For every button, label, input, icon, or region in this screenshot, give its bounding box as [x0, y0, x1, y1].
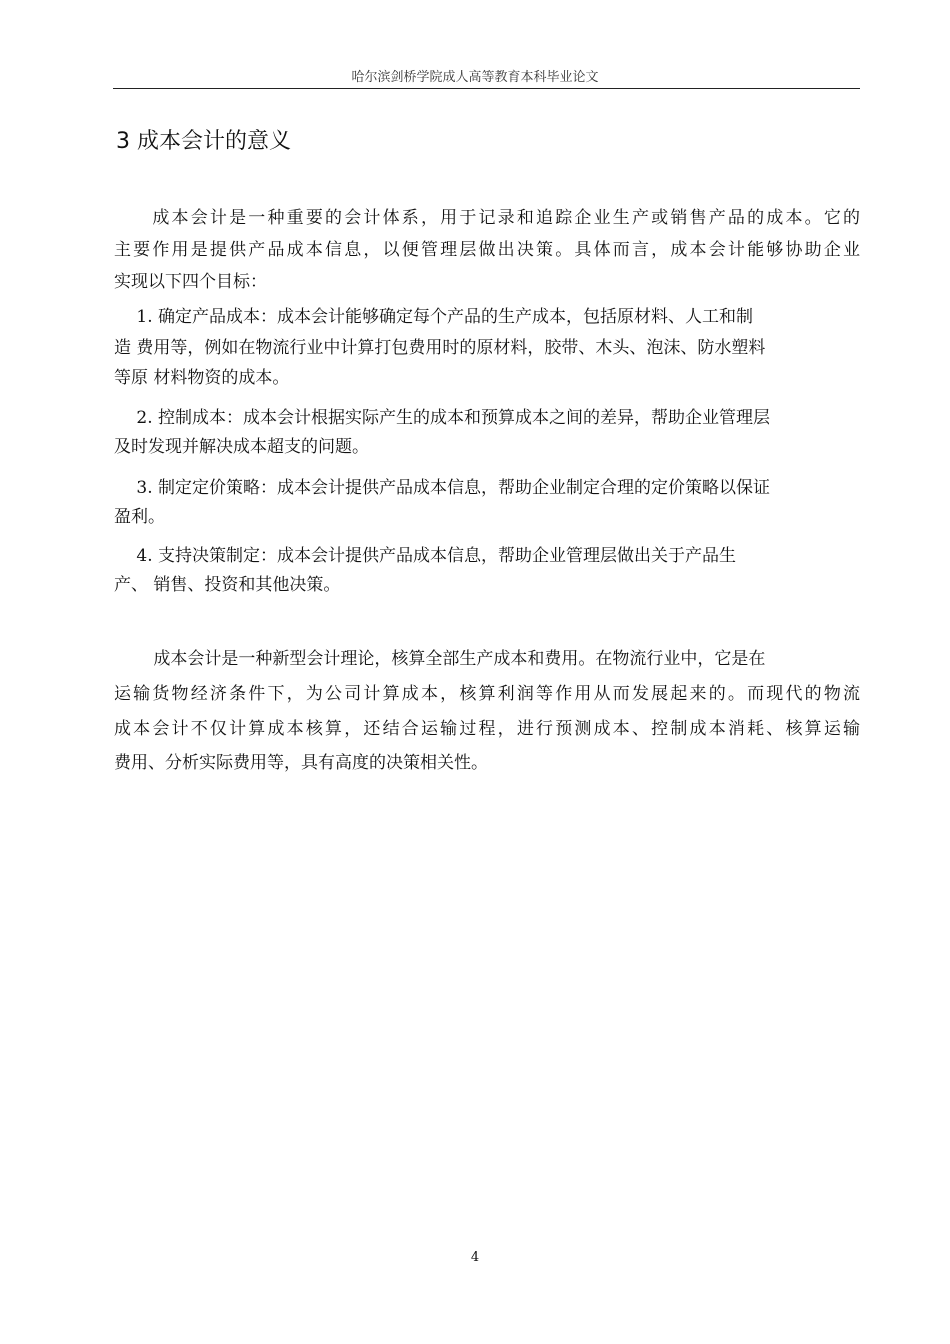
- paragraph-line: 实现以下四个目标：: [114, 272, 267, 292]
- paragraph-line: 成本会计不仅计算成本核算，还结合运输过程，进行预测成本、控制成本消耗、核算运输: [114, 719, 860, 739]
- paragraph-line: 费用、分析实际费用等，具有高度的决策相关性。: [114, 753, 488, 773]
- paragraph-line: 成本会计是一种新型会计理论，核算全部生产成本和费用。在物流行业中，它是在: [114, 649, 766, 669]
- list-item-line: 产、 销售、投资和其他决策。: [114, 575, 341, 595]
- list-item-line: 及时发现并解决成本超支的问题。: [114, 437, 369, 457]
- paragraph-line: 主要作用是提供产品成本信息，以便管理层做出决策。具体而言，成本会计能够协助企业: [114, 240, 860, 260]
- list-item-line: 造 费用等，例如在物流行业中计算打包费用时的原材料，胶带、木头、泡沫、防水塑料: [114, 338, 766, 358]
- page-number: 4: [470, 1250, 480, 1265]
- list-item-line: 盈利。: [114, 507, 165, 527]
- list-item-line: 4. 支持决策制定：成本会计提供产品成本信息，帮助企业管理层做出关于产品生: [114, 546, 737, 566]
- page-header: 哈尔滨剑桥学院成人高等教育本科毕业论文: [351, 70, 599, 85]
- section-title: 3 成本会计的意义: [116, 129, 291, 154]
- list-item-line: 等原 材料物资的成本。: [114, 368, 290, 388]
- list-item-line: 2. 控制成本：成本会计根据实际产生的成本和预算成本之间的差异，帮助企业管理层: [114, 408, 771, 428]
- paragraph-line: 运输货物经济条件下，为公司计算成本，核算利润等作用从而发展起来的。而现代的物流: [114, 684, 860, 704]
- list-item-line: 3. 制定定价策略：成本会计提供产品成本信息，帮助企业制定合理的定价策略以保证: [114, 478, 771, 498]
- list-item-line: 1. 确定产品成本：成本会计能够确定每个产品的生产成本，包括原材料、人工和制: [114, 307, 754, 327]
- paragraph-line: 成本会计是一种重要的会计体系，用于记录和追踪企业生产或销售产品的成本。它的: [114, 208, 860, 228]
- header-rule: [113, 88, 860, 89]
